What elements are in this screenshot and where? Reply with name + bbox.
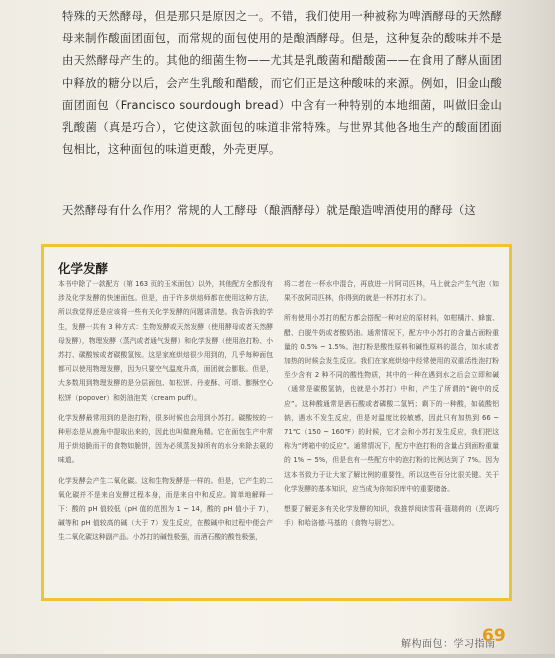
sidebar-right-paragraph-3: 想要了解更多有关化学发酵的知识，我推荐阅读雪莉·蔻瑞荷的（烹调巧手）和哈洛德·马基的（食物与厨艺）。: [284, 505, 499, 528]
running-footer-title: 解构面包：学习指南: [401, 639, 496, 650]
sidebar-left-paragraph-3: 化学发酵会产生二氧化碳。这和生物发酵是一样的。但是，它产生的二氧化碳并不是来自发酵过程本身，而是来自中和反应。简单地解释一下：酸的 pH 值较低（pH 值的范围为 1 ~ 14，酸的 pH 值小于 7），碱等和 pH 值较高的碱（大于 7）发生反应，在酸碱中和过程中便会产生二氧化碳这种副产品。小苏打的碱性极强，而酒石酸的酸性极强，: [58, 476, 273, 542]
sidebar-right-paragraph-1: 将二者在一杯水中混合，再放进一片阿司匹林，马上就会产生气泡（如果不放阿司匹林，你得到的就是一杯苏打水了）。: [284, 280, 499, 303]
question-paragraph: 天然酵母有什么作用？常规的人工酵母（酿酒酵母）就是酿造啤酒使用的酵母（这: [62, 204, 476, 217]
intro-paragraph: 特殊的天然酵母，但是那只是原因之一。不错，我们使用一种被称为啤酒酵母的天然酵母来制作酸面团面包，而常规的面包使用的是酿酒酵母。但是，这种复杂的酸味并不是由天然酵母产生的。其他的细菌生物——尤其是乳酸菌和醋酸菌——在食用了酵从面团中释放的糖分以后，会产生乳酸和醋酸，而它们正是这种酸味的来源。例如，旧金山酸面团面包（Francisco sourdough bread）中含有一种特别的本地细菌，叫做旧金山乳酸菌（真是巧合），它使这款面包的味道非常特殊。与世界其他各地生产的酸面团面包相比，这种面包的味道更酸，外壳更厚。: [62, 10, 502, 157]
sidebar-right-paragraph-2: 所有使用小苏打的配方都会搭配一种对应的原材料，如柑橘汁、蜂蜜、醋、白脱牛奶或者酸奶油。通常情况下，配方中小苏打的含量占面粉重量的 0.5% ~ 1.5%。泡打粉是酸性原料和碱性原料的混合，加水或者加热的时候会发生反应。我们在家庭烘焙中经常使用的双重活性泡打粉至少含有 2 种不同的酸性物质，其中的一种在遇到水之后会立即和碱（通常是碳酸氢钠，也就是小苏打）中和，产生了所谓的“碗中的反应”。这种酸通常是酒石酸或者磷酸二氢钙；剩下的一种酸，如硫酸铝钠，遇水不发生反应，但是对温度比较敏感，因此只有加热到 66 ~ 71℃（150 ~ 160℉）的时候，它才会和小苏打发生反应，我们把这称为“烤箱中的反应”。通常情况下，配方中泡打粉的含量占到面粉重量的 1% ~ 5%，但是也有一些配方中的泡打粉的比例达到了 7%。因为这本书致力于让大家了解比例的重要性，所以这些百分比很关键。关于化学发酵的基本知识，应当成为你知识库中的重要储备。: [284, 314, 499, 493]
chemical-leavening-sidebar: [41, 244, 512, 601]
page-number: 69: [482, 626, 506, 646]
sidebar-left-column: [58, 277, 273, 545]
sidebar-title: 化学发酵: [58, 261, 109, 276]
sidebar-right-column: [284, 277, 499, 530]
sidebar-left-paragraph-2: 化学发酵最常用到的是泡打粉，很多时候也会用到小苏打。碳酸铵的一种形态是从鹿角中提取出来的，因此也叫做鹿角精。它在面包生产中常用于烘焙脆而干的食物如脆饼，因为必须蒸发掉所有的水分来除去氨的味道。: [58, 413, 273, 465]
page-edge-divider: [0, 654, 555, 658]
sidebar-left-paragraph-1: 本书中除了一款配方（第 163 页的玉米面包）以外，其他配方全都没有涉及化学发酵的快速面包。但是，由于许多烘焙师都在使用这种方法，所以我觉得还是应该将一些有关化学发酵的问题讲清楚。我告诉我的学生，发酵一共有 3 种方式：生物发酵或天然发酵（使用酵母或者天然酵母发酵），物理发酵（蒸汽或者通气发酵）和化学发酵（使用泡打粉、小苏打、碳酸铵或者碳酸氢铵。这是家庭烘焙很少用到的，几乎每种面包都可以使用物理发酵，因为只要空气温度升高，面团就会膨胀。但是，大多数用到物理发酵的是分层面包、如松饼、丹麦酥、可颂、膨酥空心松饼（popover）和奶油泡芙（cream puff）。: [58, 280, 273, 402]
